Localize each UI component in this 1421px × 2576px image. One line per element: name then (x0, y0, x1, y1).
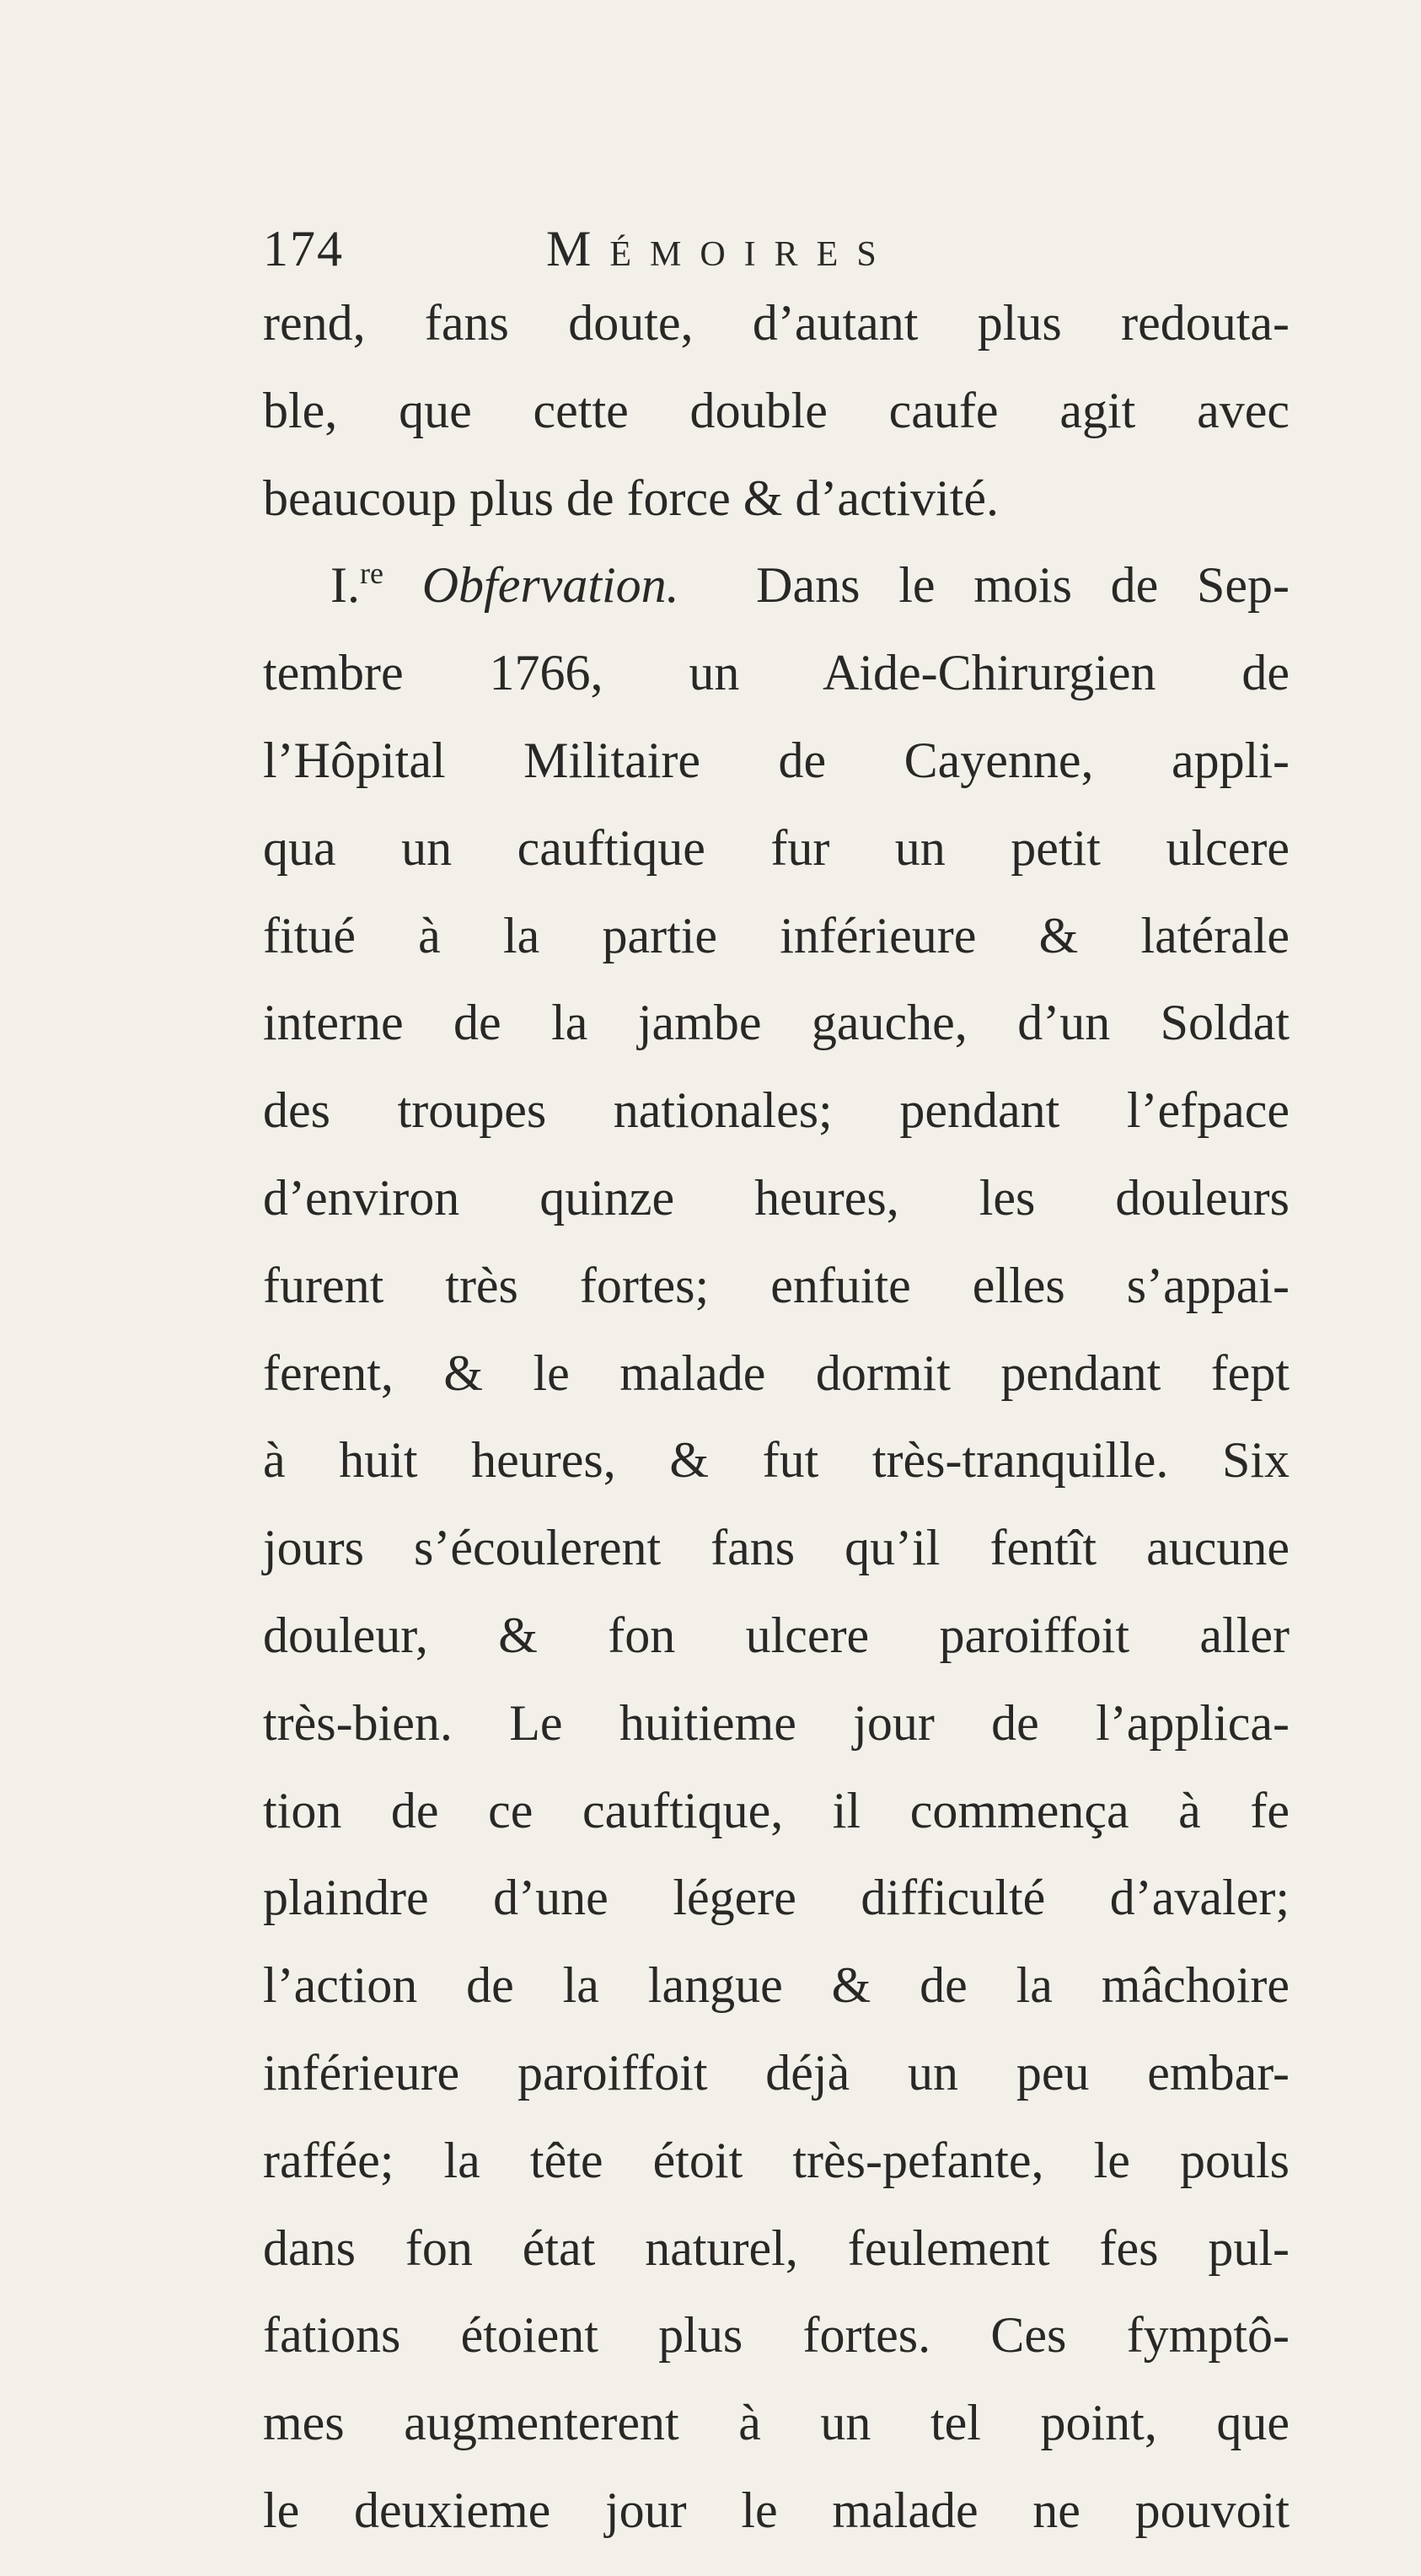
text-line: très-bien. Le huitieme jour de l’applica- (263, 1694, 1290, 1751)
text-line: plaindre d’une légere difficulté d’avaler; (263, 1870, 1290, 1926)
text-line: douleur, & fon ulcere paroiffoit aller (263, 1607, 1290, 1663)
running-head: Mémoires (546, 221, 895, 276)
text-line: tion de ce cauftique, il commença à fe (263, 1782, 1290, 1838)
observation-text: Dans le mois de Sep- (756, 557, 1290, 614)
observation-title: Obfervation. (421, 557, 679, 614)
text-line: inférieure paroiffoit déjà un peu embar- (263, 2044, 1290, 2101)
text-line: ble, que cette double caufe agit avec (263, 382, 1290, 438)
text-line: furent très fortes; enfuite elles s’appai- (263, 1257, 1290, 1313)
text-line: tembre 1766, un Aide-Chirurgien de (263, 645, 1290, 701)
text-line: l’Hôpital Militaire de Cayenne, appli- (263, 732, 1290, 788)
text-line: des troupes nationales; pendant l’efpace (263, 1082, 1290, 1139)
text-line: raffée; la tête étoit très-pefante, le pouls (263, 2132, 1290, 2188)
text-line: interne de la jambe gauche, d’un Soldat (263, 995, 1290, 1051)
text-line: mes augmenterent à un tel point, que (263, 2395, 1290, 2451)
body-text (263, 280, 1290, 2555)
text-line: beaucoup plus de force & d’activité. (263, 470, 999, 526)
observation-heading-line (263, 542, 1290, 630)
text-line: à huit heures, & fut très-tranquille. Six (263, 1432, 1290, 1489)
page-number: 174 (263, 221, 344, 276)
text-line: rend, fans doute, d’autant plus redouta- (263, 295, 1290, 351)
text-line: le deuxieme jour le malade ne pouvoit (263, 2482, 1290, 2538)
text-line: jours s’écoulerent fans qu’il fentît aucune (263, 1520, 1290, 1576)
text-line: qua un cauftique fur un petit ulcere (263, 819, 1290, 876)
text-line: d’environ quinze heures, les douleurs (263, 1169, 1290, 1226)
observation-number-superscript: re (359, 556, 383, 591)
page-header (263, 211, 1139, 287)
text-line: dans fon état naturel, feulement fes pul- (263, 2219, 1290, 2276)
observation-number: I. (330, 557, 360, 614)
text-line: fations étoient plus fortes. Ces fymptô- (263, 2307, 1290, 2364)
text-line: l’action de la langue & de la mâchoire (263, 1957, 1290, 2014)
text-line: ferent, & le malade dormit pendant fept (263, 1344, 1290, 1401)
text-line: fitué à la partie inférieure & latérale (263, 907, 1290, 963)
